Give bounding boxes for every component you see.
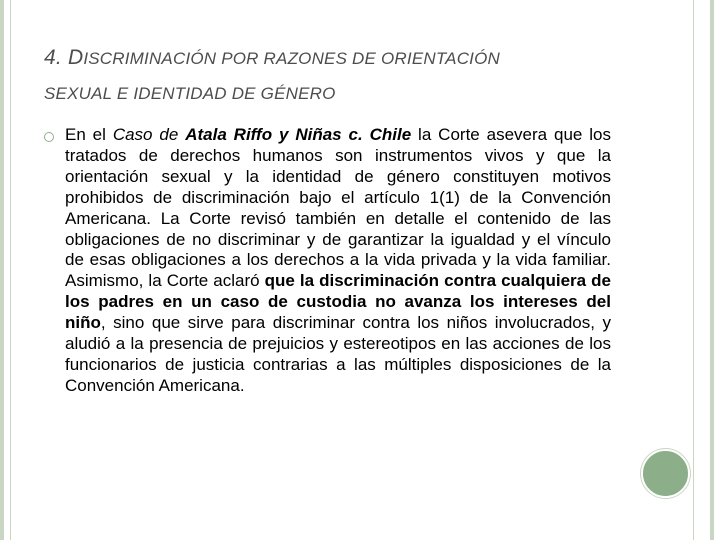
slide-title-line-1 — [44, 46, 500, 70]
title-prefix: 4. D — [44, 46, 84, 69]
green-circle-decoration — [641, 449, 690, 498]
title-rest: ISCRIMINACIÓN POR RAZONES DE ORIENTACIÓN — [83, 49, 500, 68]
bullet-bold-text: que la discriminación contra cualquiera de los padres en un caso de custodia no avanza los intereses del niño — [65, 271, 611, 333]
bullet-paragraph — [65, 125, 611, 397]
case-name: Atala Riffo y Niñas c. Chile — [185, 125, 412, 144]
slide-title-line-2: SEXUAL E IDENTIDAD DE GÉNERO — [44, 84, 336, 103]
caso-label: Caso de — [112, 125, 186, 144]
bullet-text-intro: En el — [65, 125, 113, 144]
bullet-text-end: , sino que sirve para discriminar contra los niños involucrados, y aludió a la presencia de prejuicios y estereotipos en las acciones de los funcionarios de justicia contrarias a las múltiples disposiciones de la Convención Americana. — [65, 313, 611, 395]
bullet-text-body: la Corte asevera que los tratados de derechos humanos son instrumentos vivos y que la orientación sexual y la identidad de género constituyen motivos prohibidos de discriminación bajo el artículo 1(1) de la Convención Americana. La Corte revisó también en detalle el contenido de las obligaciones de no discriminar y de garantizar la igualdad y el vínculo de esas obligaciones a los derechos a la vida privada y la vida familiar. Asimismo, la Corte aclaró — [65, 125, 612, 291]
hollow-circle-bullet-icon — [44, 132, 54, 142]
